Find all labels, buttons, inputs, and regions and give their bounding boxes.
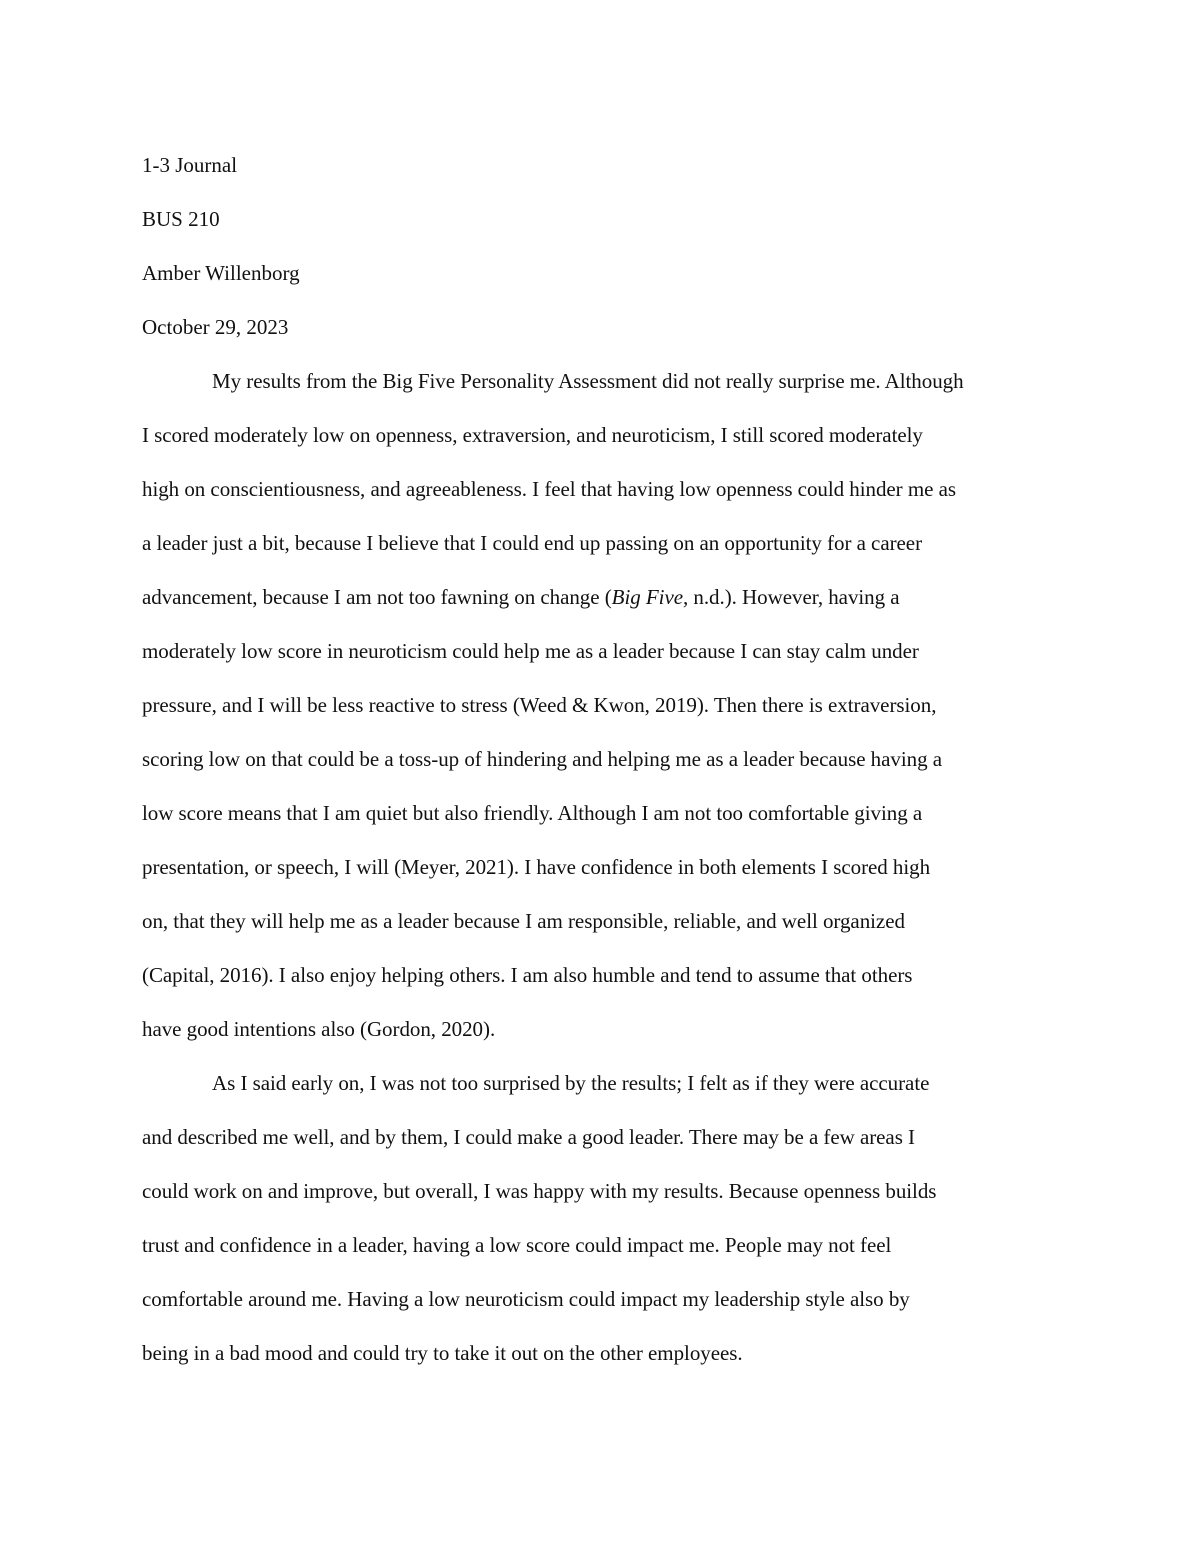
paragraph-2 bbox=[142, 1056, 1062, 1380]
document-date: October 29, 2023 bbox=[142, 315, 289, 339]
text-line: comfortable around me. Having a low neuroticism could impact my leadership style also by bbox=[142, 1287, 910, 1311]
text-segment: advancement, because I am not too fawning on change ( bbox=[142, 585, 612, 609]
text-line: high on conscientiousness, and agreeableness. I feel that having low openness could hinder me as bbox=[142, 477, 956, 501]
text-line: have good intentions also (Gordon, 2020). bbox=[142, 1017, 496, 1041]
text-line: pressure, and I will be less reactive to stress (Weed & Kwon, 2019). Then there is extraversion, bbox=[142, 693, 937, 717]
text-line: trust and confidence in a leader, having a low score could impact me. People may not feel bbox=[142, 1233, 892, 1257]
text-line: (Capital, 2016). I also enjoy helping others. I am also humble and tend to assume that others bbox=[142, 963, 913, 987]
text-line: scoring low on that could be a toss-up of hindering and helping me as a leader because having a bbox=[142, 747, 943, 771]
journal-document bbox=[142, 138, 1062, 1380]
text-segment: n.d.). However, having a bbox=[688, 585, 900, 609]
text-line: As I said early on, I was not too surprised by the results; I felt as if they were accurate bbox=[212, 1071, 930, 1095]
text-line: My results from the Big Five Personality Assessment did not really surprise me. Although bbox=[212, 369, 964, 393]
text-line: moderately low score in neuroticism could help me as a leader because I can stay calm under bbox=[142, 639, 919, 663]
author-name: Amber Willenborg bbox=[142, 261, 300, 285]
text-line: I scored moderately low on openness, extraversion, and neuroticism, I still scored moderately bbox=[142, 423, 923, 447]
italic-citation: Big Five, bbox=[611, 585, 689, 609]
course-code: BUS 210 bbox=[142, 207, 220, 231]
document-title: 1-3 Journal bbox=[142, 153, 238, 177]
text-line: could work on and improve, but overall, I was happy with my results. Because openness builds bbox=[142, 1179, 937, 1203]
text-line: presentation, or speech, I will (Meyer, 2021). I have confidence in both elements I scored high bbox=[142, 855, 931, 879]
text-line: low score means that I am quiet but also friendly. Although I am not too comfortable giving a bbox=[142, 801, 923, 825]
text-line bbox=[142, 570, 1062, 624]
text-line: and described me well, and by them, I could make a good leader. There may be a few areas I bbox=[142, 1125, 915, 1149]
text-line: being in a bad mood and could try to take it out on the other employees. bbox=[142, 1341, 743, 1365]
paragraph-1 bbox=[142, 354, 1062, 1056]
text-line: on, that they will help me as a leader because I am responsible, reliable, and well organized bbox=[142, 909, 905, 933]
text-line: a leader just a bit, because I believe that I could end up passing on an opportunity for a career bbox=[142, 531, 923, 555]
